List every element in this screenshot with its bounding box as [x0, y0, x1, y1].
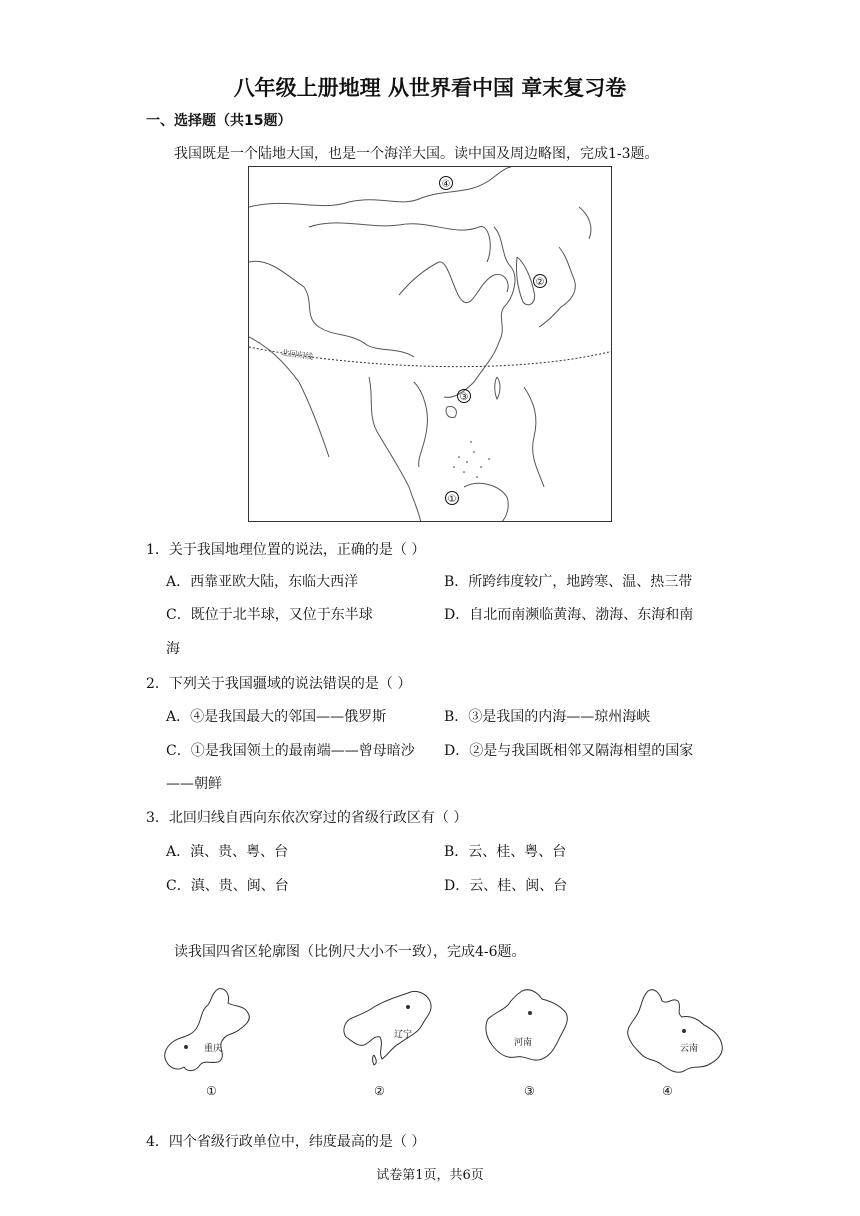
province-number-4: ④: [662, 1084, 673, 1098]
hainan: [446, 407, 456, 418]
marker-1: ①: [447, 494, 457, 505]
province-yunnan-outline: [620, 985, 728, 1077]
question-2: 2．下列关于我国疆域的说法错误的是（ ）: [146, 676, 412, 692]
south-sea-islands: [453, 441, 490, 478]
china-west-outline: [249, 261, 414, 357]
q3-option-c: C．滇、贵、闽、台: [166, 878, 289, 894]
philippines: [524, 387, 544, 487]
question-3: 3．北回归线自西向东依次穿过的省级行政区有（ ）: [146, 810, 468, 826]
intro-text-2: 读我国四省区轮廓图（比例尺大小不一致），完成4-6题。: [174, 944, 526, 960]
q1-option-b: B．所跨纬度较广，地跨寒、温、热三带: [444, 574, 693, 590]
province-number-1: ①: [206, 1084, 217, 1098]
indochina: [369, 377, 421, 522]
q2-option-d: D．②是与我国既相邻又隔海相望的国家: [444, 743, 694, 759]
vietnam-coast: [414, 382, 427, 467]
q1-option-a: A．西靠亚欧大陆，东临大西洋: [166, 574, 359, 590]
q3-option-d: D．云、桂、闽、台: [444, 878, 568, 894]
china-map-svg: [249, 167, 612, 522]
province-label-yunnan: 云南: [680, 1044, 699, 1054]
section-heading: 一、选择题（共15题）: [146, 113, 292, 129]
marker-3: ③: [459, 392, 469, 403]
province-number-2: ②: [374, 1084, 385, 1098]
taiwan: [495, 377, 500, 399]
japan-north: [579, 207, 591, 239]
province-label-liaoning: 辽宁: [394, 1030, 413, 1040]
china-map: [248, 166, 612, 522]
province-chongqing-outline: [160, 985, 260, 1077]
q3-option-b: B．云、桂、粤、台: [444, 844, 567, 860]
river-curve: [399, 262, 508, 303]
question-1: 1．关于我国地理位置的说法，正确的是（ ）: [146, 542, 426, 558]
province-label-chongqing: 重庆: [204, 1044, 223, 1054]
q2-option-c: C．①是我国领土的最南端——曾母暗沙: [166, 743, 415, 759]
province-henan-outline: [480, 985, 572, 1073]
russia-border: [249, 167, 511, 207]
intro-text-1: 我国既是一个陆地大国，也是一个海洋大国。读中国及周边略图，完成1-3题。: [174, 146, 659, 162]
q1-option-d-continued: 海: [166, 641, 180, 657]
tropic-label: 北回归线: [280, 348, 314, 362]
q2-option-d-continued: ——朝鲜: [166, 776, 222, 792]
marker-4: ④: [441, 179, 451, 190]
q2-option-b: B．③是我国的内海——琼州海峡: [444, 709, 651, 725]
question-4: 4．四个省级行政单位中，纬度最高的是（ ）: [146, 1134, 426, 1150]
q1-option-c: C．既位于北半球，又位于东半球: [166, 607, 373, 623]
province-liaoning-outline: [338, 985, 434, 1075]
mongolia-border: [309, 223, 490, 262]
borneo: [464, 483, 508, 522]
korea-peninsula: [516, 257, 534, 305]
china-east-coast: [444, 227, 515, 397]
page-footer: 试卷第1页，共6页: [376, 1168, 484, 1183]
q2-option-a: A．④是我国最大的邻国——俄罗斯: [166, 709, 387, 725]
province-number-3: ③: [524, 1084, 535, 1098]
marker-2: ②: [535, 277, 545, 288]
q3-option-a: A．滇、贵、粤、台: [166, 844, 289, 860]
page-title: 八年级上册地理 从世界看中国 章末复习卷: [233, 76, 627, 100]
q1-option-d: D．自北而南濒临黄海、渤海、东海和南: [444, 607, 694, 623]
province-label-henan: 河南: [514, 1038, 533, 1048]
